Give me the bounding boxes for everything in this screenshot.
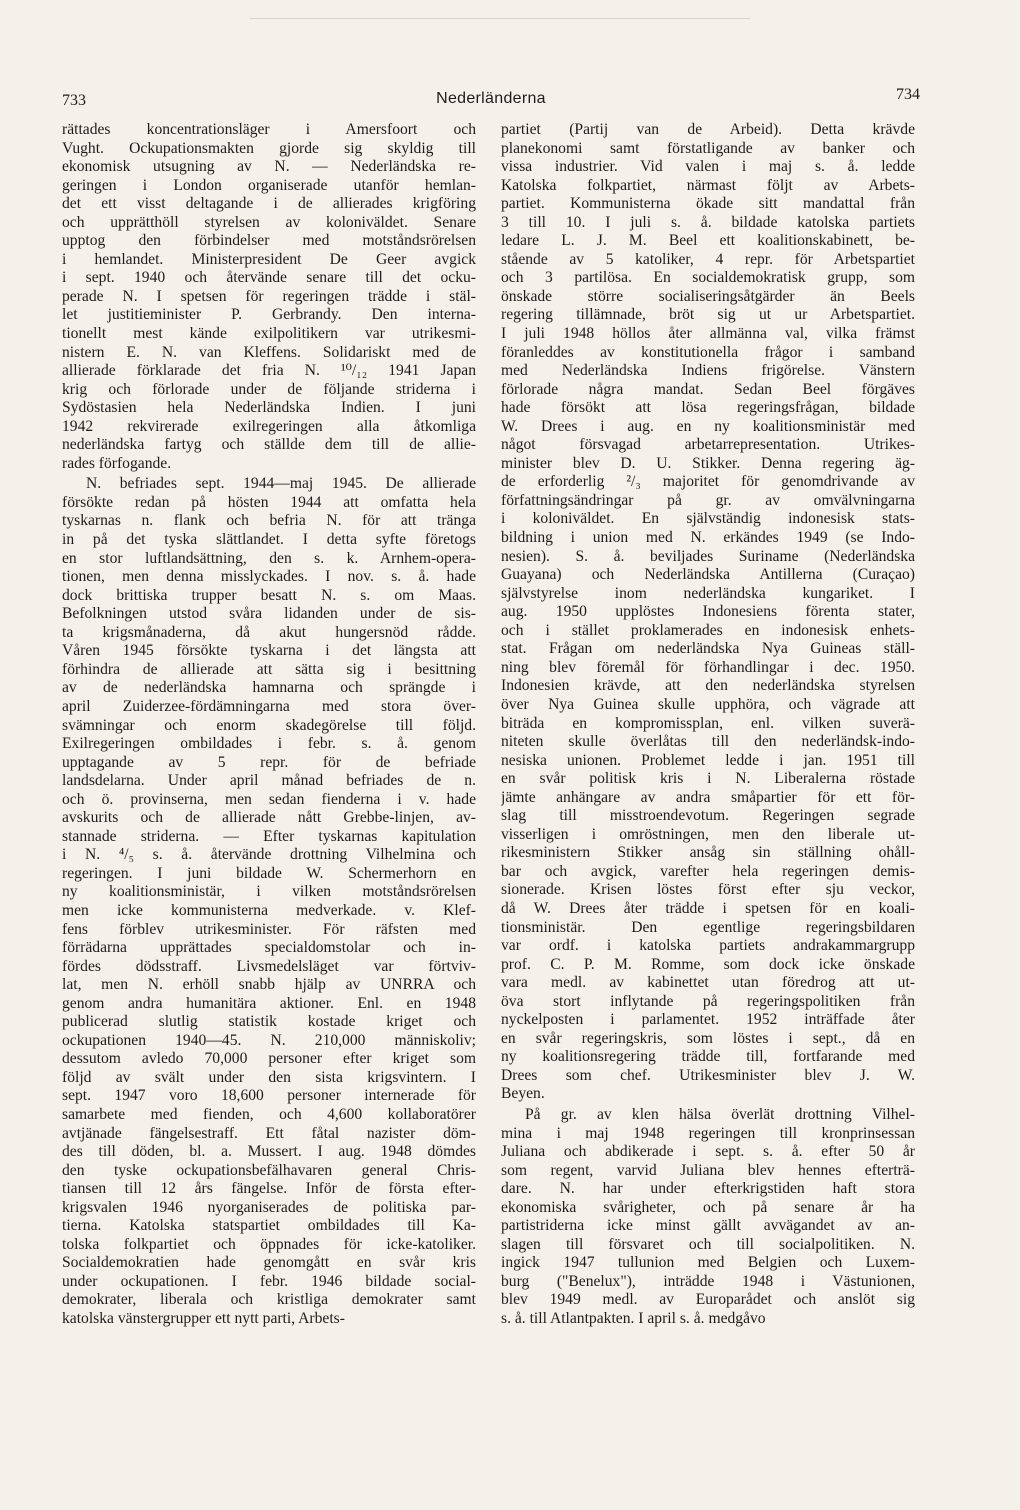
- text-line: i N. ⁴/₅ s. å. återvände drottning Vilhelmina och: [62, 846, 476, 864]
- text-line: s. å. till Atlantpakten. I april s. å. medgåvo: [501, 1310, 766, 1327]
- text-line: förrädarna upprättades specialdomstolar och in-: [62, 939, 476, 957]
- text-line: tionsministär. Den egentlige regeringsbildaren: [501, 918, 915, 936]
- text-line: minister blev D. U. Stikker. Denna regering äg-: [501, 454, 915, 472]
- text-line: svämningar och enorm skadegörelse till följd.: [62, 716, 476, 734]
- text-line: På gr. av klen hälsa överlät drottning Vilhel-: [525, 1105, 915, 1123]
- text-line: perade N. I spetsen för regeringen trädde i stäl-: [62, 287, 476, 305]
- text-line: under ockupationen. I febr. 1946 bildade social-: [62, 1272, 476, 1290]
- text-line: nyckelposten i parlamentet. 1952 inträffade åter: [501, 1011, 915, 1029]
- text-line: ingick 1947 tullunion med Belgien och Luxem-: [501, 1254, 915, 1272]
- page-number-left: 733: [62, 92, 86, 109]
- text-line: biträda en kompromissplan, enl. vilken suverä-: [501, 714, 915, 732]
- text-line: rättades koncentrationsläger i Amersfoort och: [62, 121, 476, 138]
- text-line: upptagande av 5 repr. för de befriade: [62, 753, 476, 771]
- text-line: Exilregeringen ombildades i febr. s. å. genom: [62, 735, 476, 753]
- text-line: bar och avgick, varefter hela regeringen demis-: [501, 862, 915, 880]
- text-line: med Nederländska Indiens frigörelse. Vänstern: [501, 362, 915, 380]
- text-line: och ö. provinserna, men sedan fienderna i v. hade: [62, 790, 476, 808]
- text-line: önskade större socialiseringsåtgärder än Beels: [501, 287, 915, 305]
- text-line: Socialdemokratien hade genomgått en svår kris: [62, 1254, 476, 1272]
- text-line: sionerade. Krisen löstes först efter sju veckor,: [501, 881, 915, 899]
- text-line: landsdelarna. Under april månad befriades de n.: [62, 772, 476, 790]
- text-line: ny koalitionsministär, i vilken motståndsrörelsen: [62, 883, 476, 901]
- text-line: och i stället proklamerades en indonesisk enhets-: [501, 621, 915, 639]
- text-line: geringen i London organiserade utanför hemlan-: [62, 176, 476, 194]
- text-line: bildning i union med N. erkändes 1949 (se Indo-: [501, 529, 915, 547]
- text-line: nistern E. N. van Kleffens. Solidariskt med de: [62, 343, 476, 361]
- text-line: slag till misstroendevotum. Regeringen segrade: [501, 807, 915, 825]
- text-line: tierna. Katolska statspartiet ombildades till Ka-: [62, 1217, 476, 1235]
- text-line: avtjänade fängelsestraff. Ett fåtal nazister döm-: [62, 1124, 476, 1142]
- text-line: tyskarnas n. flank och befria N. för att tränga: [62, 512, 476, 530]
- text-line: och 3 partilösa. En socialdemokratisk grupp, som: [501, 269, 915, 287]
- text-line: visserligen i omröstningen, men den liberale ut-: [501, 825, 915, 843]
- text-line: Våren 1945 försökte tyskarna i det längsta att: [62, 642, 476, 660]
- text-line: stat. Frågan om nederländska Nya Guineas ställ-: [501, 640, 915, 658]
- text-line: sept. 1947 voro 18,600 personer internerade för: [62, 1087, 476, 1105]
- text-line: försökte redan på hösten 1944 att omfatta hela: [62, 493, 476, 511]
- text-line: över Nya Guinea skulle upphöra, och vägrade att: [501, 695, 915, 713]
- text-line: författningsändringar på gr. av omvälvningarna: [501, 491, 915, 509]
- text-line: niteten skulle överlåtas till den nederländsk-indo-: [501, 733, 915, 751]
- paragraph: [62, 121, 476, 473]
- text-line: föranleddes av konstitutionella frågor i samband: [501, 343, 915, 361]
- text-line: Katolska folkpartiet, närmast följt av Arbets-: [501, 176, 915, 194]
- text-line: partistriderna icke minst gällt avvägandet av an-: [501, 1217, 915, 1235]
- text-line: ekonomisk utsugning av N. — Nederländska re-: [62, 158, 476, 176]
- text-line: krig och förlorade under de följande striderna i: [62, 380, 476, 398]
- text-line: tolska folkpartiet och öppnades för icke-katoliker.: [62, 1235, 476, 1253]
- text-line: Juliana och abdikerade i sept. s. å. efter 50 år: [501, 1143, 915, 1161]
- text-line: självstyrelse inom nederländska kungariket. I: [501, 584, 915, 602]
- text-line: demokrater, liberala och kristliga demokrater samt: [62, 1291, 476, 1309]
- text-line: följd av svält under den sista krigsvintern. I: [62, 1068, 476, 1086]
- text-line: ning blev föremål för förhandlingar i dec. 1950.: [501, 658, 915, 676]
- text-line: genom andra humanitära aktioner. Enl. en 1948: [62, 994, 476, 1012]
- text-line: dessutom avledo 70,000 personer efter kriget som: [62, 1050, 476, 1068]
- text-line: Vught. Ockupationsmakten gjorde sig skyldig till: [62, 139, 476, 157]
- text-line: en svår politisk kris i N. Liberalerna röstade: [501, 770, 915, 788]
- text-line: stående av 5 katoliker, 4 repr. för Arbetspartiet: [501, 250, 915, 268]
- text-line: av de nederländska hamnarna och sprängde i: [62, 679, 476, 697]
- text-line: mina i maj 1948 regeringen till kronprinsessan: [501, 1124, 915, 1142]
- text-line: hade försökt att lösa regeringsfrågan, bildade: [501, 399, 915, 417]
- text-line: fens förblev utrikesminister. För räfsten med: [62, 920, 476, 938]
- text-line: det ett visst deltagande i de allierades krigföring: [62, 195, 476, 213]
- text-line: Sydöstasien hela Nederländska Indien. I juni: [62, 399, 476, 417]
- text-line: blev 1949 medl. av Europarådet och anslöt sig: [501, 1291, 915, 1309]
- text-line: den tyske ockupationsbefälhavaren general Chris-: [62, 1161, 476, 1179]
- text-line: öva stort inflytande på regeringspolitiken från: [501, 992, 915, 1010]
- text-line: nederländska fartyg och ställde dem till de allie-: [62, 436, 476, 454]
- text-line: stannade striderna. — Efter tyskarnas kapitulation: [62, 827, 476, 845]
- text-line: Guayana) och Nederländska Antillerna (Curaçao): [501, 566, 915, 584]
- right-text-column: [501, 121, 915, 1329]
- text-line: regeringen. I juni bildade W. Schermerhorn en: [62, 864, 476, 882]
- text-line: ekonomiska svårigheter, och på senare år ha: [501, 1198, 915, 1216]
- page-number-right: 734: [896, 86, 920, 103]
- text-line: partiet (Partij van de Arbeid). Detta krävde: [501, 121, 915, 138]
- text-line: burg ("Benelux"), inträdde 1948 i Västunionen,: [501, 1272, 915, 1290]
- text-line: vara medl. av kabinettet utan föredrog att ut-: [501, 974, 915, 992]
- text-line: nesien). S. å. beviljades Suriname (Nederländska: [501, 547, 915, 565]
- text-line: aug. 1950 upplöstes Indonesiens förenta stater,: [501, 603, 915, 621]
- paragraph: [62, 475, 476, 1328]
- text-line: i koloniväldet. En självständig indonesisk stats-: [501, 510, 915, 528]
- text-line: 1942 rekvirerade exilregeringen alla åtkomliga: [62, 417, 476, 435]
- text-line: rikesministern Stikker ansåg sin ställning ohåll-: [501, 844, 915, 862]
- text-line: som regent, varvid Juliana blev hennes efterträ-: [501, 1161, 915, 1179]
- text-line: in på det tyska slättlandet. I detta syfte företogs: [62, 531, 476, 549]
- text-line: något försvagad arbetarrepresentation. Utrikes-: [501, 436, 915, 454]
- text-line: publicerad slutlig statistik kostade kriget och: [62, 1013, 476, 1031]
- text-line: I juli 1948 höllos åter allmänna val, vilka främst: [501, 325, 915, 343]
- paragraph: [501, 1106, 915, 1329]
- text-line: ny koalitionsregering trädde till, fortfarande med: [501, 1048, 915, 1066]
- text-line: avskurits och de allierade nått Grebbe-linjen, av-: [62, 809, 476, 827]
- text-line: april Zuiderzee-fördämningarna med stora över-: [62, 697, 476, 715]
- text-line: N. befriades sept. 1944—maj 1945. De allierade: [86, 475, 476, 493]
- text-line: förlorade några mandat. Sedan Beel förgäves: [501, 380, 915, 398]
- text-line: samarbete med fienden, och 4,600 kollaboratörer: [62, 1105, 476, 1123]
- text-line: förhindra de allierade att sätta sig i besittning: [62, 660, 476, 678]
- text-line: jämte anhängare av andra småpartier för ett för-: [501, 788, 915, 806]
- text-line: upptog den förbindelser med motståndsrörelsen: [62, 232, 476, 250]
- text-line: dock brittiska trupper besatt N. s. om Maas.: [62, 586, 476, 604]
- text-line: 3 till 10. I juli s. å. bildade katolska partiets: [501, 213, 915, 231]
- text-line: nesiska unionen. Problemet ledde i jan. 1951 till: [501, 751, 915, 769]
- text-line: i hemlandet. Ministerpresident De Geer avgick: [62, 250, 476, 268]
- text-line: vissa industrier. Vid valen i maj s. å. ledde: [501, 158, 915, 176]
- text-line: och upprätthöll styrelsen av koloniväldet. Senare: [62, 213, 476, 231]
- paragraph: [501, 121, 915, 1104]
- text-line: Befolkningen utstod svåra lidanden under de sis-: [62, 605, 476, 623]
- text-line: tionen, men denna misslyckades. I nov. s. å. hade: [62, 568, 476, 586]
- text-line: let justitieminister P. Gerbrandy. Den interna-: [62, 306, 476, 324]
- text-line: Drees som chef. Utrikesminister blev J. W.: [501, 1066, 915, 1084]
- text-line: tiansen till 12 års fängelse. Inför de första efter-: [62, 1180, 476, 1198]
- text-line: då W. Drees åter trädde i spetsen för en koali-: [501, 899, 915, 917]
- text-line: Indonesien krävde, att den nederländska styrelsen: [501, 677, 915, 695]
- text-line: krigsvalen 1946 nyorganiserades de politiska par-: [62, 1198, 476, 1216]
- text-line: katolska vänstergrupper ett nytt parti, Arbets-: [62, 1310, 345, 1327]
- text-line: Beyen.: [501, 1085, 545, 1103]
- left-text-column: [62, 121, 476, 1329]
- top-edge-rule: [250, 18, 750, 19]
- text-line: allierade förklarade det fria N. ¹⁰/₁₂ 1941 Japan: [62, 362, 476, 380]
- text-line: rades förfogande.: [62, 454, 172, 472]
- text-line: lat, men N. erhöll snabb hjälp av UNRRA och: [62, 976, 476, 994]
- text-line: fördes dödsstraff. Livsmedelsläget var förtviv-: [62, 957, 476, 975]
- running-title: Nederländerna: [436, 90, 546, 107]
- text-line: slagen till försvaret och till socialpolitiken. N.: [501, 1235, 915, 1253]
- text-line: ledare L. J. M. Beel ett koalitionskabinett, be-: [501, 232, 915, 250]
- text-line: planekonomi samt förstatligande av banker och: [501, 139, 915, 157]
- text-line: des till döden, bl. a. Mussert. I aug. 1948 dömdes: [62, 1143, 476, 1161]
- text-line: de erforderlig ²/₃ majoritet för genomdrivande av: [501, 473, 915, 491]
- page-header: [62, 86, 920, 116]
- text-line: en svår regeringskris, som löstes i sept., då en: [501, 1029, 915, 1047]
- text-line: dare. N. har under efterkrigstiden haft stora: [501, 1180, 915, 1198]
- text-line: var ordf. i katolska partiets andrakammargrupp: [501, 937, 915, 955]
- text-line: ta krigsmånaderna, då akut hungersnöd rådde.: [62, 623, 476, 641]
- text-line: prof. C. P. M. Romme, som dock icke önskade: [501, 955, 915, 973]
- text-line: ockupationen 1940—45. N. 210,000 människoliv;: [62, 1031, 476, 1049]
- text-line: men icke kommunisterna medverkade. v. Klef-: [62, 901, 476, 919]
- text-line: tionellt mest kände exilpolitikern var utrikesmi-: [62, 325, 476, 343]
- text-line: regering tillämnade, bröt sig ut ur Arbetspartiet.: [501, 306, 915, 324]
- text-line: i sept. 1940 och återvände senare till det ocku-: [62, 269, 476, 287]
- text-line: W. Drees i aug. en ny koalitionsministär med: [501, 417, 915, 435]
- text-line: partiet. Kommunisterna ökade sitt mandattal från: [501, 195, 915, 213]
- text-line: en stor luftlandsättning, den s. k. Arnhem-opera-: [62, 549, 476, 567]
